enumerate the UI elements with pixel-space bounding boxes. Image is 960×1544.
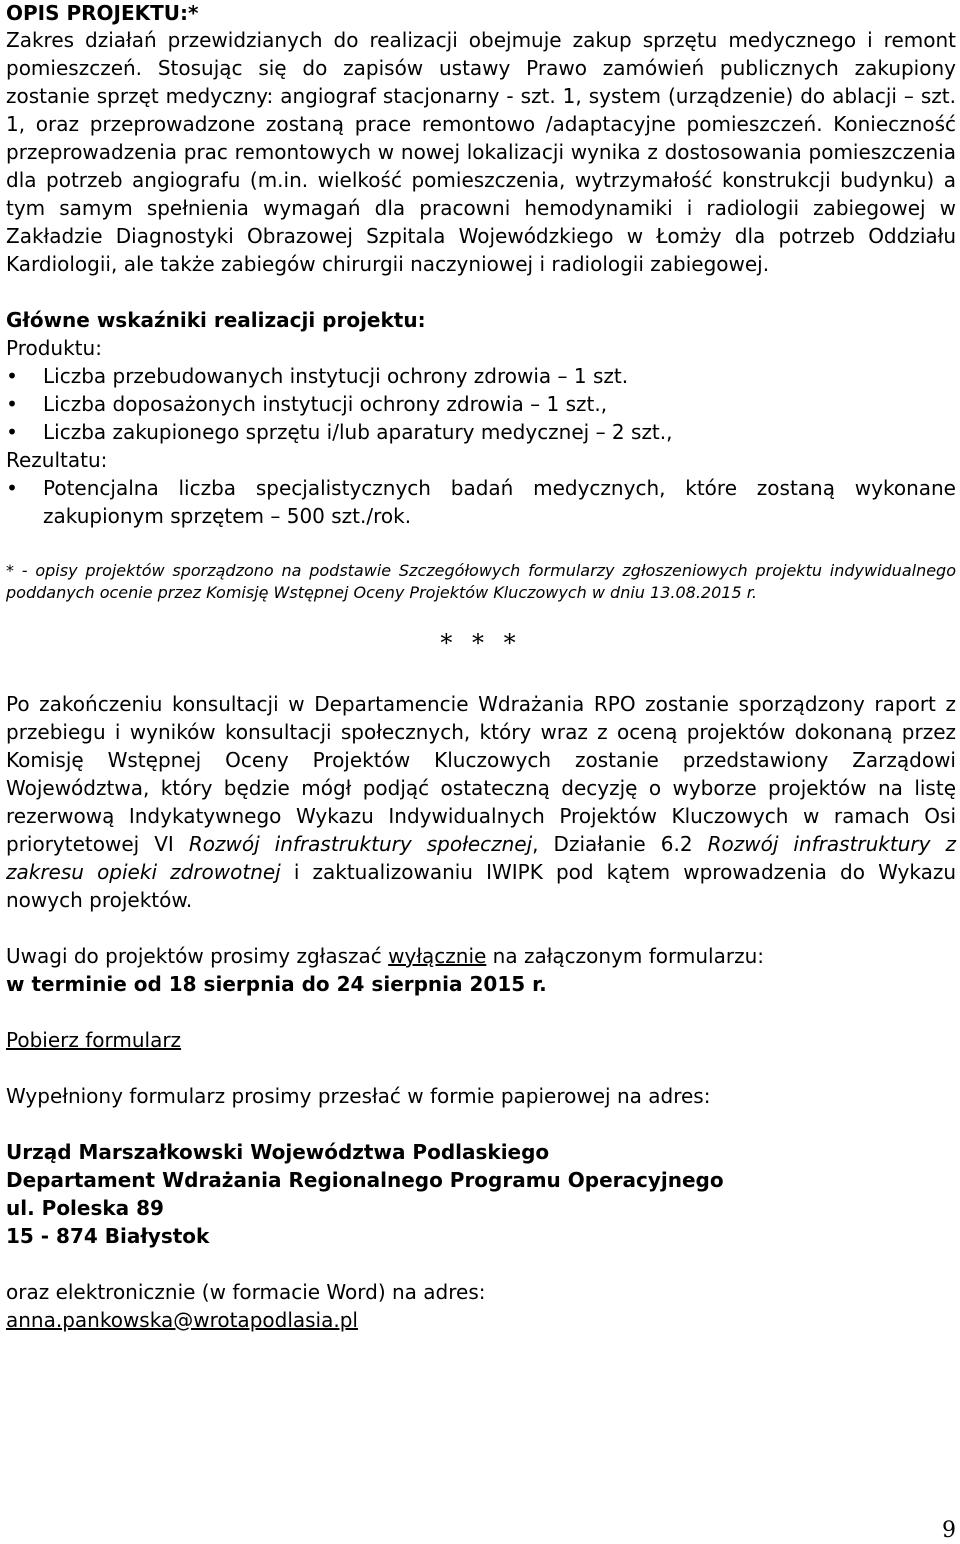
address-line-1: Urząd Marszałkowski Województwa Podlaskiego [6, 1140, 550, 1164]
product-item-3: Liczba zakupionego sprzętu i/lub aparatury medycznej – 2 szt., [43, 420, 673, 444]
remarks-text-before: Uwagi do projektów prosimy zgłaszać [6, 944, 389, 968]
intro-text: Zakres działań przewidzianych do realizacji obejmuje zakup sprzętu medycznego i remont pomieszczeń. Stosując się do zapisów ustawy Prawo zamówień publicznych zakupiony zostanie sprzęt medyczny: angiograf stacjonarny - szt. 1, system (urządzenie) do ablacji – szt. 1, oraz przeprowadzone zostaną prace remontowo /adaptacyjne pomieszczeń. Konieczność przeprowadzenia prac remontowych w nowej lokalizacji wynika z dostosowania pomieszczenia dla potrzeb angiografu (m.in. wielkość pomieszczenia, wytrzymałość konstrukcji budynku) a tym samym spełnienia wymagań dla pracowni hemodynamiki i radiologii zabiegowej w Zakładzie Diagnostyki Obrazowej Szpitala Wojewódzkiego w Łomży dla potrzeb Oddziału Kardiologii, ale także zabiegów chirurgii naczyniowej i radiologii zabiegowej. [6, 28, 956, 276]
consultation-axis-name: Rozwój infrastruktury społecznej [188, 832, 533, 856]
mail-instruction: Wypełniony formularz prosimy przesłać w formie papierowej na adres: [6, 1084, 711, 1108]
download-form-link[interactable]: Pobierz formularz [6, 1028, 182, 1052]
footnote: * - opisy projektów sporządzono na podstawie Szczegółowych formularzy zgłoszeniowych projektu indywidualnego poddanych ocenie przez Komisję Wstępnej Oceny Projektów Kluczowych w dniu 13.08.2015 r. [6, 561, 956, 602]
remarks-text-after: na załączonym formularzu: [486, 944, 764, 968]
consultation-paragraph [6, 690, 956, 914]
products-label: Produktu: [6, 336, 102, 360]
bullet-icon: • [6, 364, 18, 388]
consultation-action-name: Rozwój infrastruktury z zakresu opieki zdrowotnej [6, 832, 956, 884]
list-item [6, 362, 956, 390]
consultation-text-3: i zaktualizowaniu IWIPK pod kątem wprowadzenia do Wykazu nowych projektów. [6, 860, 956, 912]
section-separator: * * * [440, 629, 522, 657]
remarks-underlined: wyłącznie [388, 944, 487, 968]
remarks-line [6, 942, 956, 970]
list-item [6, 418, 956, 446]
consultation-text-2: , Działanie 6.2 [532, 832, 708, 856]
remarks-deadline: w terminie od 18 sierpnia do 24 sierpnia 2015 r. [6, 972, 547, 996]
intro-paragraph [6, 26, 956, 278]
list-item [6, 474, 956, 530]
page-number: 9 [942, 1518, 956, 1543]
address-line-2: Departament Wdrażania Regionalnego Programu Operacyjnego [6, 1168, 724, 1192]
products-list [6, 362, 956, 446]
electronic-instruction: oraz elektronicznie (w formacie Word) na adres: [6, 1280, 486, 1304]
consultation-text-1: Po zakończeniu konsultacji w Departamencie Wdrażania RPO zostanie sporządzony raport z przebiegu i wyników konsultacji społecznych, który wraz z oceną projektów dokonaną przez Komisję Wstępnej Oceny Projektów Kluczowych zostanie przedstawiony Zarządowi Województwa, który będzie mógł podjąć ostateczną decyzję o wyborze projektów na listę rezerwową Indykatywnego Wykazu Indywidualnych Projektów Kluczowych w ramach Osi priorytetowej VI [6, 692, 956, 856]
download-form-paragraph [6, 1026, 956, 1054]
result-item-1: Potencjalna liczba specjalistycznych badań medycznych, które zostaną wykonane zakupionym sprzętem – 500 szt./rok. [43, 476, 956, 528]
bullet-icon: • [6, 420, 18, 444]
product-item-1: Liczba przebudowanych instytucji ochrony zdrowia – 1 szt. [43, 364, 629, 388]
postal-address [6, 1138, 956, 1250]
email-link[interactable]: anna.pankowska@wrotapodlasia.pl [6, 1308, 358, 1332]
section-title: OPIS PROJEKTU:* [6, 1, 199, 25]
bullet-icon: • [6, 476, 18, 500]
list-item [6, 390, 956, 418]
results-label: Rezultatu: [6, 448, 108, 472]
indicators-heading: Główne wskaźniki realizacji projektu: [6, 308, 426, 332]
address-line-3: ul. Poleska 89 [6, 1196, 164, 1220]
bullet-icon: • [6, 392, 18, 416]
results-list [6, 474, 956, 530]
document-page [6, 0, 956, 1334]
email-paragraph [6, 1306, 956, 1334]
product-item-2: Liczba doposażonych instytucji ochrony zdrowia – 1 szt., [43, 392, 608, 416]
address-line-4: 15 - 874 Białystok [6, 1224, 210, 1248]
